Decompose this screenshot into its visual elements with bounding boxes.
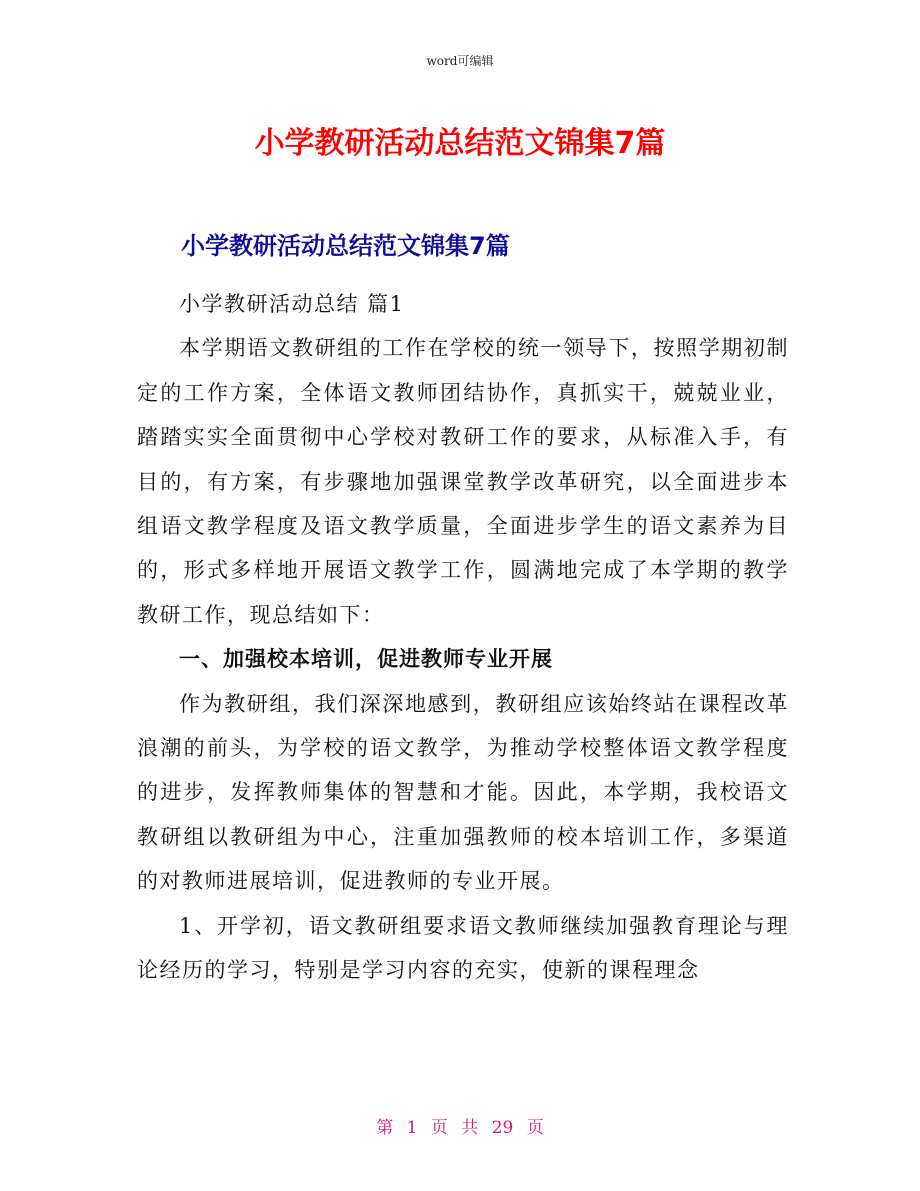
paragraph-item-1: 1、开学初，语文教研组要求语文教师继续加强教育理论与理论经历的学习，特别是学习内容的充实，使新的课程理念: [137, 913, 789, 983]
document-subtitle: 小学教研活动总结范文锦集7篇: [181, 232, 510, 260]
paragraph-section1: 作为教研组，我们深深地感到，教研组应该始终站在课程改革浪潮的前头，为学校的语文教学，为推动学校整体语文教学程度的进步，发挥教师集体的智慧和才能。因此，本学期，我校语文教研组以教研组为中心，注重加强教师的校本培训工作，多渠道的对教师进展培训，促进教师的专业开展。: [137, 691, 789, 894]
document-title: 小学教研活动总结范文锦集7篇: [254, 126, 666, 161]
article-heading: 小学教研活动总结 篇1: [179, 292, 405, 316]
document-body: [137, 282, 789, 993]
page-header: word可编辑: [426, 54, 494, 68]
section-heading-1: 一、加强校本培训，促进教师专业开展: [179, 647, 553, 672]
paragraph-intro: 本学期语文教研组的工作在学校的统一领导下，按照学期初制定的工作方案，全体语文教师团结协作，真抓实干，兢兢业业，踏踏实实全面贯彻中心学校对教研工作的要求，从标准入手，有目的，有方案，有步骤地加强课堂教学改革研究，以全面进步本组语文教学程度及语文教学质量，全面进步学生的语文素养为目的，形式多样地开展语文教学工作，圆满地完成了本学期的教学教研工作，现总结如下：: [137, 336, 789, 627]
page-footer: 第 1 页 共 29 页: [376, 1118, 544, 1138]
